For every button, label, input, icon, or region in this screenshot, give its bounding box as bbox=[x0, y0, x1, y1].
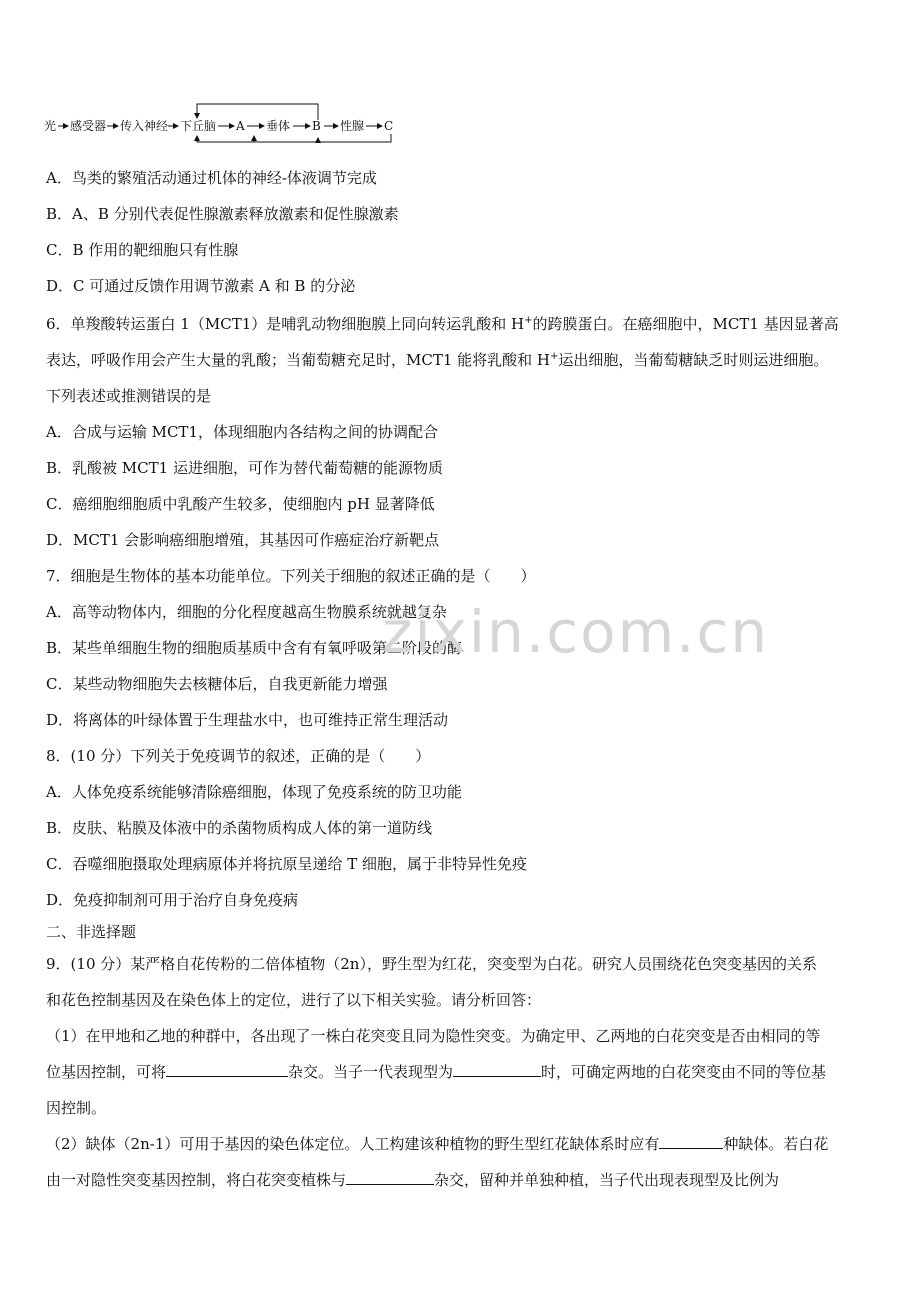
answer-blank bbox=[166, 1062, 288, 1077]
q9-stem-line1: 9．(10 分）某严格自花传粉的二倍体植物（2n），野生型为红花，突变型为白花。研究人员围绕花色突变基因的关系 bbox=[46, 955, 817, 973]
node-c: C bbox=[384, 119, 394, 133]
node-b: B bbox=[312, 119, 321, 133]
q9-part2-line1: （2）缺体（2n-1）可用于基因的染色体定位。人工构建该种植物的野生型红花缺体系时应有 种缺体。若白花 bbox=[46, 1135, 829, 1153]
section-heading: 二、非选择题 bbox=[46, 923, 137, 941]
answer-blank bbox=[453, 1062, 541, 1077]
q8-option-c: C．吞噬细胞摄取处理病原体并将抗原呈递给 T 细胞，属于非特异性免疫 bbox=[46, 855, 528, 873]
q7-stem: 7．细胞是生物体的基本功能单位。下列关于细胞的叙述正确的是（ ） bbox=[46, 567, 536, 585]
node-receptor: 感受器 bbox=[70, 119, 107, 133]
q8-option-b: B．皮肤、粘膜及体液中的杀菌物质构成人体的第一道防线 bbox=[46, 819, 433, 837]
q6-stem-line1: 6．单羧酸转运蛋白 1（MCT1）是哺乳动物细胞膜上同向转运乳酸和 H+的跨膜蛋白。在癌细胞中，MCT1 基因显著高 bbox=[46, 315, 839, 333]
q6-option-d: D．MCT1 会影响癌细胞增殖，其基因可作癌症治疗新靶点 bbox=[46, 531, 440, 549]
q6-option-c: C．癌细胞细胞质中乳酸产生较多，使细胞内 pH 显著降低 bbox=[46, 495, 435, 513]
answer-blank bbox=[659, 1134, 723, 1149]
node-gonad: 性腺 bbox=[340, 119, 365, 133]
q6-stem-line2: 表达，呼吸作用会产生大量的乳酸；当葡萄糖充足时，MCT1 能将乳酸和 H+运出细胞，当葡萄糖缺乏时则运进细胞。 bbox=[46, 351, 829, 369]
q8-option-a: A．人体免疫系统能够清除癌细胞，体现了免疫系统的防卫功能 bbox=[46, 783, 462, 801]
watermark: zixin.com.cn bbox=[382, 598, 770, 666]
node-a: A bbox=[236, 119, 245, 133]
node-hypothalamus: 下丘脑 bbox=[180, 119, 217, 133]
q5-option-c: C．B 作用的靶细胞只有性腺 bbox=[46, 241, 239, 259]
node-pituitary: 垂体 bbox=[266, 119, 291, 133]
q7-option-d: D．将离体的叶绿体置于生理盐水中，也可维持正常生理活动 bbox=[46, 711, 449, 729]
node-light: 光 bbox=[44, 119, 57, 133]
q7-option-b: B．某些单细胞生物的细胞质基质中含有有氧呼吸第二阶段的酶 bbox=[46, 639, 463, 657]
q6-option-a: A．合成与运输 MCT1，体现细胞内各结构之间的协调配合 bbox=[46, 423, 438, 441]
q9-part1-line3: 因控制。 bbox=[46, 1099, 107, 1117]
q5-option-b: B．A、B 分别代表促性腺激素释放激素和促性腺激素 bbox=[46, 205, 399, 223]
q5-option-d: D．C 可通过反馈作用调节激素 A 和 B 的分泌 bbox=[46, 277, 356, 295]
q6-stem-line3: 下列表述或推测错误的是 bbox=[46, 387, 212, 405]
q9-part1-line2: 位基因控制，可将 杂交。当子一代表现型为 时，可确定两地的白花突变由不同的等位基 bbox=[46, 1063, 827, 1081]
q8-stem: 8．(10 分）下列关于免疫调节的叙述，正确的是（ ） bbox=[46, 747, 431, 765]
q7-option-c: C．某些动物细胞失去核糖体后，自我更新能力增强 bbox=[46, 675, 388, 693]
q6-option-b: B．乳酸被 MCT1 运进细胞，可作为替代葡萄糖的能源物质 bbox=[46, 459, 443, 477]
q9-part1-line1: （1）在甲地和乙地的种群中，各出现了一株白花突变且同为隐性突变。为确定甲、乙两地的白花突变是否由相同的等 bbox=[46, 1027, 821, 1045]
feedback-line-top bbox=[197, 104, 318, 120]
q7-option-a: A．高等动物体内，细胞的分化程度越高生物膜系统就越复杂 bbox=[46, 603, 447, 621]
q9-stem-line2: 和花色控制基因及在染色体上的定位，进行了以下相关实验。请分析回答： bbox=[46, 991, 542, 1009]
node-afferent-nerve: 传入神经 bbox=[120, 119, 169, 133]
hormone-regulation-flow-diagram bbox=[44, 98, 424, 148]
feedback-line-bottom bbox=[254, 134, 391, 142]
q9-part2-line2: 由一对隐性突变基因控制，将白花突变植株与 杂交，留种并单独种植，当子代出现表现型及比例为 bbox=[46, 1171, 780, 1189]
answer-blank bbox=[346, 1170, 434, 1185]
q5-option-a: A．鸟类的繁殖活动通过机体的神经-体液调节完成 bbox=[46, 169, 377, 187]
q8-option-d: D．免疫抑制剂可用于治疗自身免疫病 bbox=[46, 891, 299, 909]
